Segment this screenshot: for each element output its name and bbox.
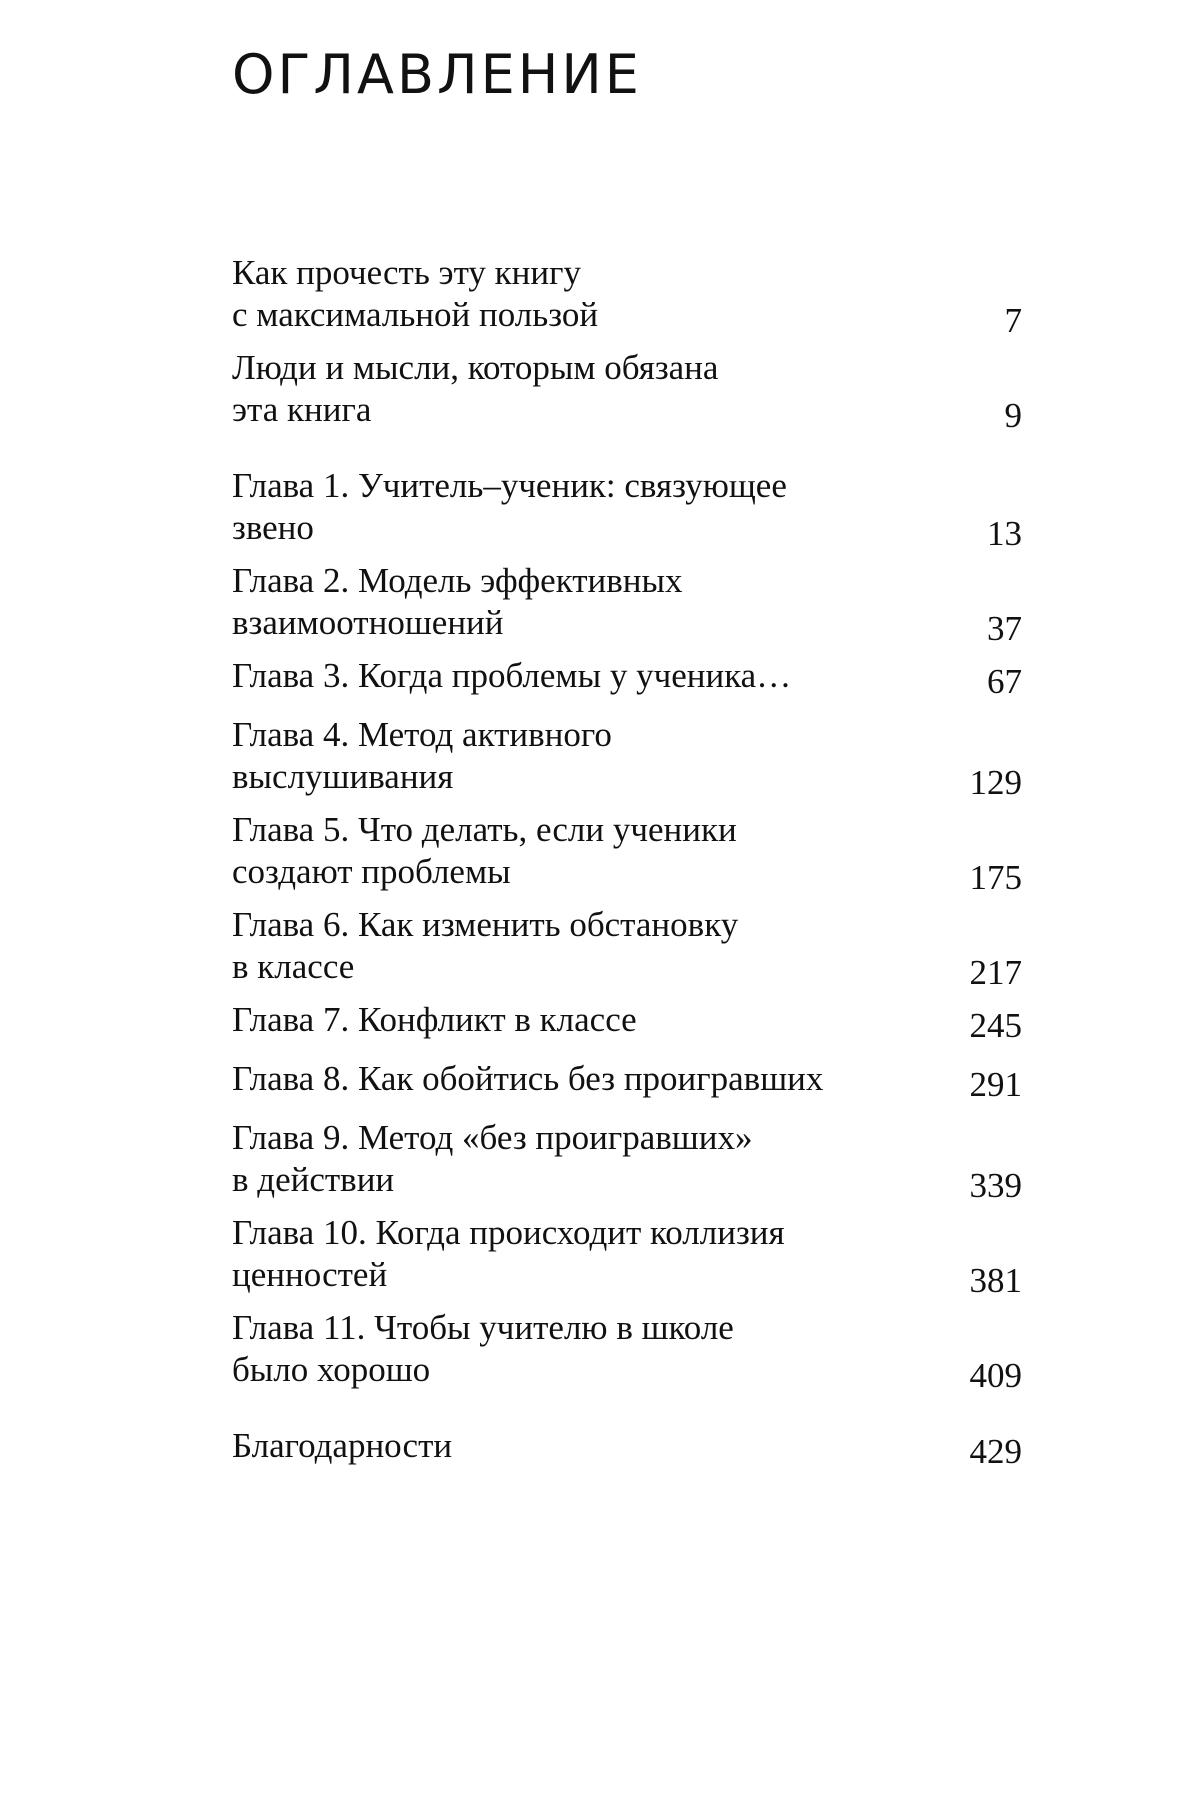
toc-entry-title-line: Люди и мысли, которым обязана <box>232 348 719 387</box>
toc-entry-title-line: в классе <box>232 947 355 986</box>
toc-entry <box>232 465 1022 553</box>
table-of-contents <box>232 252 1022 1484</box>
toc-entry-title-line: Глава 2. Модель эффективных <box>232 561 683 600</box>
toc-entry <box>232 347 1022 435</box>
toc-entry-title-line: звено <box>232 508 314 547</box>
toc-entry-page-number: 409 <box>969 1356 1022 1395</box>
toc-entry-title <box>232 347 982 431</box>
toc-entry-title <box>232 904 970 988</box>
toc-entry-title <box>232 1212 970 1296</box>
toc-entry-title-line: в действии <box>232 1160 395 1199</box>
toc-entry-page-number: 7 <box>1004 301 1022 340</box>
toc-entry <box>232 1307 1022 1395</box>
toc-entry <box>232 1212 1022 1300</box>
toc-entry-title-line: ценностей <box>232 1255 388 1294</box>
toc-entry-title-line: Глава 3. Когда проблемы у ученика… <box>232 656 792 695</box>
toc-entry-title <box>232 252 982 336</box>
toc-entry-title <box>232 999 970 1041</box>
toc-entry-page-number: 129 <box>969 763 1022 802</box>
toc-entry-page-number: 429 <box>969 1432 1022 1471</box>
toc-entry <box>232 1058 1022 1104</box>
toc-entry-title <box>232 1425 970 1467</box>
toc-entry-page-number: 37 <box>987 609 1022 648</box>
toc-entry-title-line: эта книга <box>232 390 372 429</box>
toc-entry <box>232 809 1022 897</box>
toc-entry-page-number: 245 <box>969 1006 1022 1045</box>
toc-entry-title-line: Глава 5. Что делать, если ученики <box>232 810 737 849</box>
toc-entry-title <box>232 1307 970 1391</box>
toc-entry-page-number: 175 <box>969 858 1022 897</box>
toc-entry-page-number: 67 <box>987 662 1022 701</box>
toc-entry-title-line: Глава 9. Метод «без проигравших» <box>232 1118 753 1157</box>
toc-entry-page-number: 217 <box>969 953 1022 992</box>
toc-entry-title-line: Глава 10. Когда происходит коллизия <box>232 1213 785 1252</box>
toc-entry-title-line: выслушивания <box>232 757 454 796</box>
toc-entry <box>232 655 1022 701</box>
toc-entry <box>232 252 1022 340</box>
toc-entry-title-line: с максимальной пользой <box>232 295 599 334</box>
toc-entry-title-line: было хорошо <box>232 1350 431 1389</box>
toc-entry-title <box>232 809 970 893</box>
toc-entry-title-line: Глава 4. Метод активного <box>232 715 612 754</box>
toc-entry-title-line: Глава 6. Как изменить обстановку <box>232 905 739 944</box>
toc-entry <box>232 1425 1022 1471</box>
toc-entry-title-line: Глава 11. Чтобы учителю в школе <box>232 1308 734 1347</box>
toc-entry-title <box>232 1058 970 1100</box>
toc-heading: ОГЛАВЛЕНИЕ <box>232 43 642 106</box>
toc-entry-title-line: Как прочесть эту книгу <box>232 253 581 292</box>
toc-entry <box>232 560 1022 648</box>
toc-entry-title <box>232 560 982 644</box>
toc-entry-page-number: 291 <box>969 1065 1022 1104</box>
toc-entry <box>232 714 1022 802</box>
toc-entry-title-line: Благодарности <box>232 1426 453 1465</box>
toc-entry-title <box>232 655 982 697</box>
toc-entry-title-line: Глава 7. Конфликт в классе <box>232 1000 637 1039</box>
toc-entry <box>232 999 1022 1045</box>
toc-entry-title-line: взаимоотношений <box>232 603 504 642</box>
toc-entry-title-line: Глава 1. Учитель–ученик: связующее <box>232 466 787 505</box>
toc-entry-page-number: 381 <box>969 1261 1022 1300</box>
toc-entry-title-line: создают проблемы <box>232 852 511 891</box>
toc-entry-title <box>232 465 982 549</box>
toc-entry-title <box>232 1117 970 1201</box>
toc-entry-page-number: 9 <box>1004 396 1022 435</box>
toc-entry <box>232 904 1022 992</box>
toc-entry-page-number: 339 <box>969 1166 1022 1205</box>
toc-entry-title <box>232 714 970 798</box>
toc-entry-page-number: 13 <box>987 514 1022 553</box>
toc-entry <box>232 1117 1022 1205</box>
toc-entry-title-line: Глава 8. Как обойтись без проигравших <box>232 1059 824 1098</box>
